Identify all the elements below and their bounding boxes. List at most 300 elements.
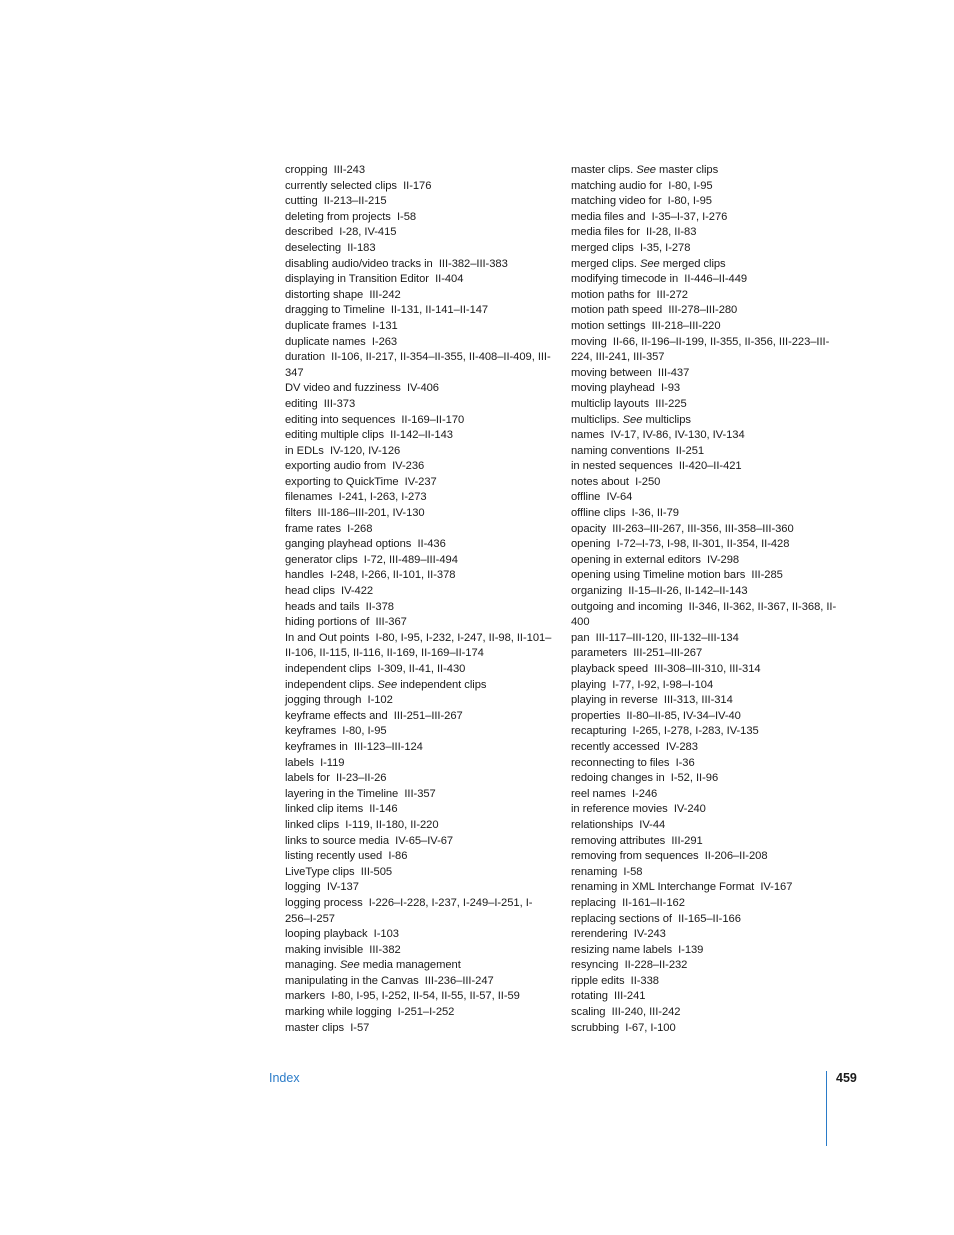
index-term: matching video for	[571, 195, 662, 208]
index-term: offline	[571, 491, 601, 504]
index-page-refs: III-272	[656, 288, 688, 301]
index-page-refs: II-146	[369, 803, 398, 816]
index-term: disabling audio/video tracks in	[285, 257, 433, 270]
index-term: editing multiple clips	[285, 429, 385, 442]
index-entry	[285, 631, 553, 662]
index-entry	[285, 740, 553, 756]
index-entry	[571, 678, 839, 694]
index-page-refs: II-165–II-166	[678, 912, 741, 925]
index-page-refs: III-285	[751, 569, 783, 582]
index-page-refs: I-36, II-79	[631, 507, 679, 520]
see-reference-marker: See	[339, 959, 360, 972]
index-page-refs: I-102	[367, 694, 393, 707]
index-term: removing from sequences	[571, 850, 699, 863]
index-page-refs: I-67, I-100	[625, 1021, 676, 1034]
index-term: notes about	[571, 475, 629, 488]
index-term: exporting audio from	[285, 460, 386, 473]
index-page-refs: II-131, II-141–II-147	[390, 304, 489, 317]
index-entry	[571, 927, 839, 943]
index-term: scaling	[571, 1006, 606, 1019]
index-page-refs: III-437	[657, 366, 690, 379]
index-page-refs: III-218–III-220	[651, 319, 721, 332]
index-term: ganging playhead options	[285, 538, 412, 551]
index-entry	[285, 303, 553, 319]
index-entry	[571, 241, 839, 257]
see-reference-marker: See	[622, 413, 643, 426]
index-page-refs: II-251	[675, 444, 705, 457]
index-entry	[571, 522, 839, 538]
index-entry	[571, 724, 839, 740]
index-term: rotating	[571, 990, 608, 1003]
index-page-refs: I-248, I-266, II-101, II-378	[329, 569, 456, 582]
index-term: jogging through	[285, 694, 362, 707]
index-entry	[285, 818, 553, 834]
index-page-refs: I-268	[347, 522, 373, 535]
index-entry	[285, 989, 553, 1005]
index-entry	[571, 163, 839, 179]
index-term: names	[571, 429, 605, 442]
index-page-refs: I-119, II-180, II-220	[345, 818, 439, 831]
index-term: offline clips	[571, 507, 626, 520]
index-term: currently selected clips	[285, 179, 397, 192]
index-entry	[571, 818, 839, 834]
index-entry	[285, 381, 553, 397]
index-term: relationships	[571, 818, 634, 831]
index-page-refs: I-35, I-278	[639, 241, 691, 254]
index-page-refs: II-23–II-26	[336, 772, 387, 785]
index-page-refs: I-57	[350, 1021, 370, 1034]
index-entry	[571, 989, 839, 1005]
index-term: master clips.	[571, 164, 634, 176]
index-page-refs: IV-137	[326, 881, 359, 894]
index-page-refs: II-183	[347, 241, 376, 254]
index-term: described	[285, 226, 334, 239]
index-term: looping playback	[285, 928, 368, 941]
index-page-refs: III-243	[333, 164, 366, 176]
index-entry	[571, 709, 839, 725]
index-entry	[285, 834, 553, 850]
index-entry	[285, 537, 553, 553]
index-page-refs: III-373	[323, 397, 356, 410]
index-term: independent clips	[285, 663, 372, 675]
index-entry	[285, 958, 553, 974]
index-entry	[285, 210, 553, 226]
index-entry	[571, 600, 839, 631]
index-term: motion path speed	[571, 304, 663, 317]
index-entry	[285, 506, 553, 522]
index-page-refs: I-35–I-37, I-276	[651, 210, 728, 223]
index-entry	[571, 1021, 839, 1037]
index-page-refs: I-80, I-95	[668, 179, 713, 192]
index-entry	[285, 428, 553, 444]
index-term: dragging to Timeline	[285, 304, 385, 317]
index-page-refs: II-404	[435, 273, 464, 286]
index-page-refs: I-263	[371, 335, 398, 348]
index-term: reconnecting to files	[571, 756, 670, 769]
index-page-refs: I-226–I-228, I-237, I-249–I-251, I-256–I-257	[285, 896, 533, 925]
index-entry	[571, 194, 839, 210]
index-term: cropping	[285, 164, 328, 176]
index-entry	[571, 912, 839, 928]
index-term: in nested sequences	[571, 460, 673, 473]
index-term: opening	[571, 538, 611, 551]
index-term: opacity	[571, 522, 607, 535]
index-page-refs: IV-406	[406, 382, 439, 395]
index-term: outgoing and incoming	[571, 600, 683, 613]
index-page-refs: IV-283	[665, 740, 698, 753]
index-entry	[285, 522, 553, 538]
index-page-refs: I-246	[631, 787, 658, 800]
index-entry	[285, 241, 553, 257]
index-entry	[571, 693, 839, 709]
index-page-refs: III-382	[369, 943, 401, 956]
index-term: moving between	[571, 366, 652, 379]
index-term: modifying timecode in	[571, 273, 679, 286]
index-entry	[571, 880, 839, 896]
index-page-refs: IV-64	[606, 491, 633, 504]
index-entry	[571, 459, 839, 475]
index-page-refs: I-52, II-96	[670, 772, 719, 785]
index-entry	[571, 225, 839, 241]
index-entry	[285, 163, 553, 179]
index-term: playback speed	[571, 663, 649, 675]
index-entry	[571, 257, 839, 273]
index-page-refs: III-186–III-201, IV-130	[317, 507, 425, 520]
index-term: multiclip layouts	[571, 397, 650, 410]
index-term: displaying in Transition Editor	[285, 273, 429, 286]
index-page-refs: I-131	[372, 319, 398, 332]
index-entry	[285, 179, 553, 195]
index-entry	[285, 662, 553, 678]
index-page-refs: II-338	[630, 974, 659, 987]
index-term: generator clips	[285, 553, 358, 566]
index-page-refs: II-28, II-83	[646, 226, 697, 239]
index-page-refs: II-106, II-217, II-354–II-355, II-408–II-409, III-347	[285, 351, 551, 379]
index-entry	[571, 553, 839, 569]
index-entry	[285, 335, 553, 351]
index-term: deselecting	[285, 241, 342, 254]
index-page-refs: III-278–III-280	[668, 304, 738, 317]
index-page-refs: III-242	[369, 288, 401, 301]
index-page-refs: I-265, I-278, I-283, IV-135	[632, 725, 759, 738]
index-entry	[285, 771, 553, 787]
index-term: frame rates	[285, 522, 342, 535]
see-reference-target: independent clips	[400, 678, 487, 691]
see-reference-target: merged clips	[662, 257, 726, 270]
index-entry	[571, 303, 839, 319]
index-page-refs: I-251–I-252	[397, 1006, 455, 1019]
index-page-refs: I-80, I-95	[667, 195, 712, 208]
index-term: markers	[285, 990, 326, 1003]
index-entry	[285, 693, 553, 709]
index-page-refs: I-72, III-489–III-494	[363, 553, 458, 566]
index-entry	[571, 413, 839, 429]
index-entry	[285, 802, 553, 818]
index-page-refs: III-240, III-242	[611, 1006, 681, 1019]
index-page-refs: IV-422	[341, 585, 374, 598]
index-term: duplicate frames	[285, 319, 367, 332]
index-page-refs: I-58	[396, 210, 417, 223]
index-page-refs: III-241	[614, 990, 646, 1003]
index-entry	[285, 600, 553, 616]
index-term: handles	[285, 569, 324, 582]
index-page-refs: I-36	[675, 756, 695, 769]
index-term: master clips	[285, 1021, 345, 1034]
index-page-refs: II-378	[365, 600, 394, 613]
index-page-refs: III-313, III-314	[663, 694, 733, 707]
index-term: layering in the Timeline	[285, 787, 399, 800]
index-term: logging process	[285, 896, 363, 909]
index-entry	[571, 802, 839, 818]
index-entry	[285, 1005, 553, 1021]
index-entry	[571, 584, 839, 600]
index-page-refs: I-80, I-95, I-232, I-247, II-98, II-101–II-106, II-115, II-116, II-169, II-169–II-174	[285, 631, 552, 660]
index-page-refs: I-139	[678, 943, 704, 956]
index-entry	[285, 225, 553, 241]
index-entry	[285, 257, 553, 273]
index-term: replacing sections of	[571, 912, 672, 925]
index-page-refs: IV-17, IV-86, IV-130, IV-134	[610, 429, 745, 442]
index-term: moving playhead	[571, 382, 655, 395]
index-term: duration	[285, 351, 326, 364]
index-entry	[571, 834, 839, 850]
index-term: pan	[571, 631, 590, 644]
index-page-refs: II-80–II-85, IV-34–IV-40	[626, 709, 741, 722]
index-page-refs: I-119	[320, 756, 345, 769]
index-term: exporting to QuickTime	[285, 475, 399, 488]
index-term: moving	[571, 335, 607, 348]
index-entry	[285, 475, 553, 491]
index-entry	[571, 179, 839, 195]
index-page-refs: I-241, I-263, I-273	[338, 491, 427, 504]
index-term: parameters	[571, 647, 628, 660]
index-term: listing recently used	[285, 850, 383, 863]
index-page-refs: III-308–III-310, III-314	[654, 663, 761, 675]
index-entry	[571, 646, 839, 662]
index-page-refs: IV-44	[639, 818, 666, 831]
index-entry	[571, 974, 839, 990]
index-term: organizing	[571, 585, 623, 598]
index-entry	[285, 413, 553, 429]
index-entry	[571, 506, 839, 522]
index-page-refs: I-80, I-95, I-252, II-54, II-55, II-57, II-59	[331, 990, 520, 1003]
index-term: links to source media	[285, 834, 390, 847]
index-page-refs: II-161–II-162	[622, 896, 685, 909]
index-entry	[285, 880, 553, 896]
index-entry	[571, 272, 839, 288]
index-term: properties	[571, 709, 621, 722]
index-page-refs: I-86	[388, 850, 408, 863]
index-page-refs: IV-237	[404, 475, 437, 488]
see-reference-marker: See	[377, 678, 398, 691]
index-entry	[285, 288, 553, 304]
index-term: duplicate names	[285, 335, 366, 348]
index-term: merged clips.	[571, 257, 637, 270]
index-term: keyframes	[285, 725, 337, 738]
index-entry	[571, 366, 839, 382]
index-term: DV video and fuzziness	[285, 382, 401, 395]
index-page-refs: I-72–I-73, I-98, II-301, II-354, II-428	[616, 538, 790, 551]
page-number: 459	[836, 1071, 857, 1085]
index-term: motion settings	[571, 319, 646, 332]
index-term: opening in external editors	[571, 553, 701, 566]
index-page-refs: II-142–II-143	[390, 429, 453, 442]
index-page-refs: IV-65–IV-67	[395, 834, 454, 847]
index-entry	[285, 943, 553, 959]
index-entry	[571, 943, 839, 959]
index-term: media files and	[571, 210, 646, 223]
index-term: deleting from projects	[285, 210, 391, 223]
index-entry	[571, 958, 839, 974]
footer-section-label: Index	[269, 1071, 300, 1085]
index-term: filenames	[285, 491, 333, 504]
index-term: rerendering	[571, 928, 628, 941]
index-entry	[571, 771, 839, 787]
index-entry	[285, 553, 553, 569]
index-entry	[571, 397, 839, 413]
index-entry	[571, 475, 839, 491]
index-entry	[571, 756, 839, 772]
index-entry	[285, 194, 553, 210]
index-entry	[571, 210, 839, 226]
index-term: renaming in XML Interchange Format	[571, 881, 755, 894]
index-term: playing in reverse	[571, 694, 658, 707]
index-entry	[571, 740, 839, 756]
index-page-refs: III-123–III-124	[353, 740, 423, 753]
index-term: heads and tails	[285, 600, 360, 613]
index-term: filters	[285, 507, 312, 520]
index-page-refs: III-251–III-267	[633, 647, 703, 660]
index-entry	[571, 896, 839, 912]
see-reference-target: master clips	[659, 164, 719, 176]
index-term: resyncing	[571, 959, 619, 972]
index-term: redoing changes in	[571, 772, 665, 785]
index-page-refs: III-367	[375, 616, 407, 629]
index-page-refs: II-436	[417, 538, 446, 551]
index-page-refs: IV-243	[633, 928, 666, 941]
index-page-refs: II-420–II-421	[678, 460, 742, 473]
index-term: keyframes in	[285, 740, 348, 753]
index-entry	[571, 319, 839, 335]
index-term: labels for	[285, 772, 330, 785]
index-page-refs: III-505	[360, 865, 393, 878]
index-page-refs: III-357	[404, 787, 436, 800]
index-term: in EDLs	[285, 444, 324, 457]
index-term: LiveType clips	[285, 865, 355, 878]
index-term: cutting	[285, 195, 318, 208]
index-page-refs: I-103	[373, 928, 399, 941]
index-term: independent clips.	[285, 678, 375, 691]
index-page-refs: IV-167	[760, 881, 793, 894]
index-term: linked clips	[285, 818, 340, 831]
index-entry	[285, 974, 553, 990]
index-entry	[285, 459, 553, 475]
index-page-refs: II-15–II-26, II-142–II-143	[628, 585, 748, 598]
index-term: making invisible	[285, 943, 364, 956]
index-term: ripple edits	[571, 974, 625, 987]
index-term: In and Out points	[285, 631, 370, 644]
index-entry	[285, 896, 553, 927]
index-page-refs: I-77, I-92, I-98–I-104	[612, 678, 714, 691]
index-page-refs: II-228–II-232	[624, 959, 688, 972]
index-term: merged clips	[571, 241, 634, 254]
index-entry	[285, 724, 553, 740]
index-entry	[571, 490, 839, 506]
index-entry	[285, 678, 553, 694]
index-entry	[285, 1021, 553, 1037]
index-page-refs: III-117–III-120, III-132–III-134	[595, 631, 739, 644]
index-page-refs: II-169–II-170	[401, 413, 465, 426]
index-term: renaming	[571, 865, 618, 878]
index-page-refs: IV-298	[707, 553, 740, 566]
index-page-refs: IV-120, IV-126	[329, 444, 401, 457]
index-term: reel names	[571, 787, 626, 800]
index-term: manipulating in the Canvas	[285, 974, 419, 987]
index-term: logging	[285, 881, 321, 894]
index-term: playing	[571, 678, 607, 691]
index-entry	[571, 865, 839, 881]
index-term: recently accessed	[571, 740, 660, 753]
index-term: media files for	[571, 226, 640, 239]
index-page-refs: II-206–II-208	[704, 850, 768, 863]
see-reference-target: multiclips	[645, 413, 691, 426]
index-term: distorting shape	[285, 288, 364, 301]
index-page-refs: II-66, II-196–II-199, II-355, II-356, III-223–III-224, III-241, III-357	[571, 335, 830, 364]
footer-divider	[826, 1071, 827, 1146]
index-term: matching audio for	[571, 179, 663, 192]
index-page-refs: I-250	[635, 475, 661, 488]
index-column-left	[285, 163, 553, 1036]
index-term: hiding portions of	[285, 616, 370, 629]
index-page-refs: IV-236	[392, 460, 425, 473]
index-term: marking while logging	[285, 1006, 392, 1019]
index-term: resizing name labels	[571, 943, 672, 956]
index-page-refs: III-263–III-267, III-356, III-358–III-360	[612, 522, 794, 535]
index-entry	[571, 537, 839, 553]
index-entry	[571, 335, 839, 366]
index-entry	[285, 865, 553, 881]
index-entry	[571, 787, 839, 803]
index-page-refs: I-28, IV-415	[339, 226, 397, 239]
index-entry	[285, 615, 553, 631]
index-column-right	[571, 163, 839, 1036]
index-page-refs: I-93	[660, 382, 681, 395]
index-term: multiclips.	[571, 413, 620, 426]
see-reference-marker: See	[636, 164, 656, 176]
index-page-refs: III-236–III-247	[424, 974, 494, 987]
index-entry	[285, 756, 553, 772]
index-page-refs: I-309, II-41, II-430	[377, 663, 466, 675]
index-entry	[285, 272, 553, 288]
index-entry	[571, 849, 839, 865]
index-entry	[571, 381, 839, 397]
index-term: head clips	[285, 585, 335, 598]
index-page-refs: II-176	[403, 179, 432, 192]
index-page-refs: III-291	[671, 834, 703, 847]
index-term: replacing	[571, 896, 616, 909]
index-term: managing.	[285, 959, 337, 972]
index-page-refs: III-225	[655, 397, 687, 410]
index-entry	[285, 350, 553, 381]
index-entry	[285, 787, 553, 803]
index-entry	[571, 662, 839, 678]
index-entry	[285, 319, 553, 335]
index-term: opening using Timeline motion bars	[571, 569, 746, 582]
index-term: naming conventions	[571, 444, 670, 457]
index-entry	[285, 709, 553, 725]
index-entry	[571, 288, 839, 304]
index-term: linked clip items	[285, 803, 364, 816]
